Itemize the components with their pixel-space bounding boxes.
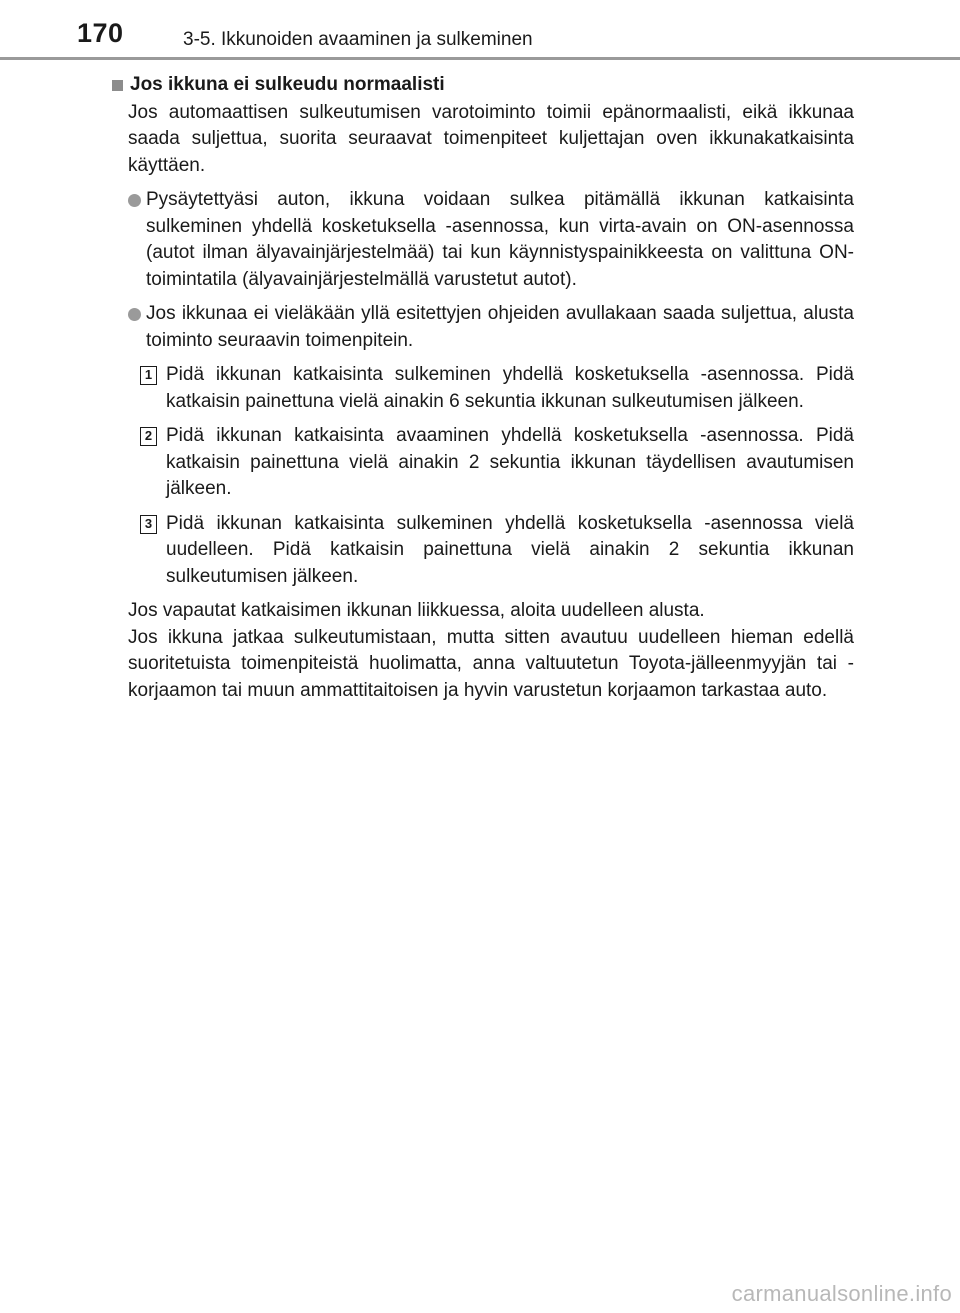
step-number-badge: 2 — [140, 427, 157, 446]
page-header — [0, 0, 960, 60]
bullet-text: Pysäytettyäsi auton, ikkuna voidaan sulkea pitämällä ikkunan katkaisinta sulkeminen yhdellä kosketuksella -asennossa, kun virta-avain on ON-asennossa (autot ilman älyavainjärjestelmää) tai kun käynnistyspainikkeesta on valittuna ON-toimintatila (älyavainjärjestelmällä varustetut autot). — [146, 189, 854, 290]
step-text: Pidä ikkunan katkaisinta avaaminen yhdellä kosketuksella -asennossa. Pidä katkaisin painettuna vielä ainakin 2 sekuntia ikkunan täydellisen avautumisen jälkeen. — [166, 425, 854, 499]
note-paragraph: Jos ikkuna jatkaa sulkeutumistaan, mutta sitten avautuu uudelleen hieman edellä suoritetuista toimenpiteistä huolimatta, anna valtuutetun Toyota-jälleenmyyjän tai -korjaamon tai muun ammattitaitoisen ja hyvin varustetun korjaamon tarkastaa auto. — [128, 626, 854, 701]
section-heading — [112, 72, 854, 99]
note-paragraph: Jos vapautat katkaisimen ikkunan liikkuessa, aloita uudelleen alusta. — [128, 600, 705, 621]
step-text: Pidä ikkunan katkaisinta sulkeminen yhdellä kosketuksella -asennossa vielä uudelleen. Pidä katkaisin painettuna vielä ainakin 2 sekuntia ikkunan sulkeutumisen jälkeen. — [166, 512, 854, 587]
header-divider — [0, 57, 960, 60]
bullet-item — [112, 187, 854, 293]
step-item — [112, 362, 854, 415]
step-number-badge: 1 — [140, 366, 157, 385]
page-content — [112, 72, 854, 704]
bullet-text: Jos ikkunaa ei vieläkään yllä esitettyjen ohjeiden avullakaan saada suljettua, alusta toiminto seuraavin toimenpitein. — [146, 303, 854, 351]
watermark-text: carmanualsonline.info — [731, 1281, 952, 1306]
round-bullet-icon — [128, 308, 141, 321]
step-item — [112, 423, 854, 503]
square-bullet-icon — [112, 80, 123, 91]
bullet-item — [112, 301, 854, 354]
step-item — [112, 511, 854, 591]
page-number: 170 — [77, 18, 124, 48]
intro-paragraph: Jos automaattisen sulkeutumisen varotoiminto toimii epänormaalisti, eikä ikkunaa saada suljettua, suorita seuraavat toimenpiteet kuljettajan oven ikkunakatkaisinta käyttäen. — [128, 101, 854, 176]
section-heading-text: Jos ikkuna ei sulkeudu normaalisti — [130, 74, 445, 95]
section-title: 3-5. Ikkunoiden avaaminen ja sulkeminen — [183, 29, 533, 50]
step-text: Pidä ikkunan katkaisinta sulkeminen yhdellä kosketuksella -asennossa. Pidä katkaisin painettuna vielä ainakin 6 sekuntia ikkunan sulkeutumisen jälkeen. — [166, 364, 854, 412]
round-bullet-icon — [128, 194, 141, 207]
step-number-badge: 3 — [140, 515, 157, 534]
